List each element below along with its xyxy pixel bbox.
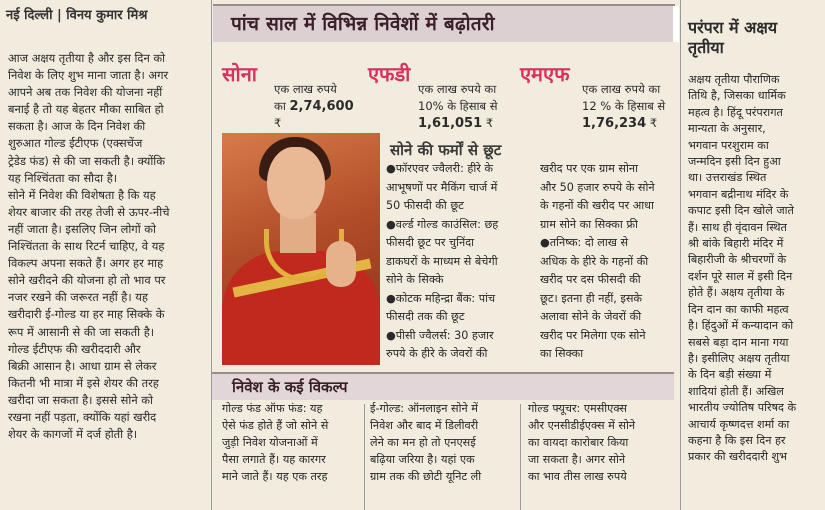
stat-value: 1,61,051 — [418, 116, 483, 131]
sidebar-title: परंपरा में अक्षय तृतीया — [688, 18, 778, 57]
option-gold-fund: गोल्ड फंड ऑफ फंड: यह ऐसे फंड होते हैं जो सोने से जुड़ी निवेश योजनाओं में पैसा लगाते हैं। यह कारगर माने जाते हैं। यह एक तरह — [222, 402, 329, 483]
stat-description — [274, 64, 369, 132]
discounts-column-b: खरीद पर एक ग्राम सोना और 50 हजार रुपये के सोने के गहनों की खरीद पर आधा ग्राम सोने का सिक्का फ्री ●तनिष्क: दो लाख से अधिक के हीरे के गहनों की खरीद पर दस फीसदी की छूट। इतना ही नहीं, इसके अलावा सोने के जेवरों की खरीद पर मिलेगा एक सोने का सिक्का — [540, 162, 655, 360]
stat-description — [582, 64, 678, 132]
stat-value: 2,74,600 — [289, 99, 354, 114]
option-e-gold: ई-गोल्ड: ऑनलाइन सोने में निवेश और बाद में डिलीवरी लेने का मन हो तो एनएसई बढ़िया जरिया है। यहां एक ग्राम तक की छोटी यूनिट ली — [370, 402, 482, 483]
options-title: निवेश के कई विकल्प — [232, 378, 348, 396]
discounts-title: सोने की फर्मों से छूट — [390, 141, 502, 159]
column-divider — [211, 0, 212, 510]
growth-banner — [213, 4, 675, 42]
column-divider — [520, 404, 521, 510]
stat-desc-text: एक लाख रुपये का 10% के हिसाब से — [418, 82, 498, 113]
option-gold-future: गोल्ड फ्यूचर: एमसीएक्स और एनसीडीईएक्स में सोने का वायदा कारोबार किया जा सकता है। अगर सोने का भाव तीस लाख रुपये — [528, 402, 636, 483]
stat-unit: ₹ — [649, 116, 658, 130]
options-heading — [212, 372, 674, 400]
discounts-column-a: ●फॉरएवर ज्वैलरी: हीरे के आभूषणों पर मैकिंग चार्ज में 50 फीसदी की छूट ●वर्ल्ड गोल्ड काउंसिल: छह फीसदी छूट पर चुनिंदा डाकघरों के माध्यम से बेचेगी सोने के सिक्के ●कोटक महिन्द्रा बैंक: पांच फीसदी तक की छूट ●पीसी ज्वैलर्स: 30 हजार रुपये के हीरे के जेवरों की — [386, 162, 499, 360]
column-divider — [680, 0, 681, 510]
column-divider — [364, 404, 365, 510]
stat-fd — [368, 62, 518, 131]
stat-desc-text: एक लाख रुपये का 12 % के हिसाब से — [582, 82, 666, 113]
sidebar-body: अक्षय तृतीया पौराणिक तिथि है, जिसका धार्मिक महत्व है। हिंदू परंपरागत मान्यता के अनुसार, भगवान परशुराम का जन्मदिन इसी दिन हुआ था। उत्तराखंड स्थित भगवान बद्रीनाथ मंदिर के कपाट इसी दिन खोले जाते हैं। साथ ही वृंदावन स्थित श्री बांके बिहारी मंदिर में बिहारीजी के श्रीचरणों के दर्शन पूरे साल में इसी दिन होते हैं। अक्षय तृतीया के दिन दान का काफी महत्व है। हिंदुओं में कन्यादान को सबसे बड़ा दान माना गया है। इसीलिए अक्षय तृतीया के दिन बड़ी संख्या में शादियां होती हैं। अखिल भारतीय ज्योतिष परिषद के आचार्य कृष्णदत्त शर्मा का कहना है कि इस दिन हर प्रकार की खरीददारी शुभ — [688, 73, 797, 464]
stat-mf — [520, 62, 675, 131]
article-intro-column: आज अक्षय तृतीया है और इस दिन को निवेश के लिए शुभ माना जाता है। अगर आपने अब तक निवेश की योजना नहीं बनाई है तो यह बेहतर मौका साबित हो सकता है। आज के दिन निवेश की शुरुआत गोल्ड ईटीएफ (एक्सचेंज ट्रेडेड फंड) से की जा सकती है। क्योंकि यह निश्चिंतता का सौदा है। सोने में निवेश की विशेषता है कि यह शेयर बाजार की तरह तेजी से ऊपर-नीचे नहीं जाता है। इसलिए जिन लोगों को निश्चिंतता के साथ रिटर्न चाहिए, वे यह विकल्प अपना सकते हैं। अगर हर माह सोने खरीदने की योजना हो तो भाव पर नजर रखने की जरूरत नहीं है। यह खरीदारी ई-गोल्ड या हर माह सिक्के के रूप में आसानी से की जा सकती है। गोल्ड ईटीएफ की खरीददारी और बिक्री आसान है। आधा ग्राम से लेकर कितनी भी मात्रा में इसे शेयर की तरह खरीदा जा सकता है। इससे सोने को रखना नहीं पड़ता, क्योंकि यहां खरीद शेयर के कागजों में दर्ज होती है। — [8, 51, 170, 442]
stat-desc-text: एक लाख रुपये का — [274, 82, 337, 113]
stat-description — [418, 64, 522, 132]
stat-label: एफडी — [368, 62, 411, 86]
stat-gold — [222, 62, 367, 130]
dateline — [0, 0, 205, 26]
stat-label: एमएफ — [520, 62, 570, 86]
banner-title: पांच साल में विभिन्न निवेशों में बढ़ोतरी — [231, 13, 495, 35]
stat-unit: ₹ — [485, 116, 494, 130]
model-photo — [222, 133, 380, 365]
stat-value: 1,76,234 — [582, 116, 647, 131]
stat-unit: ₹ — [274, 116, 282, 130]
stat-label: सोना — [222, 62, 257, 86]
dateline-text: नई दिल्ली | विनय कुमार मिश्र — [6, 8, 148, 23]
